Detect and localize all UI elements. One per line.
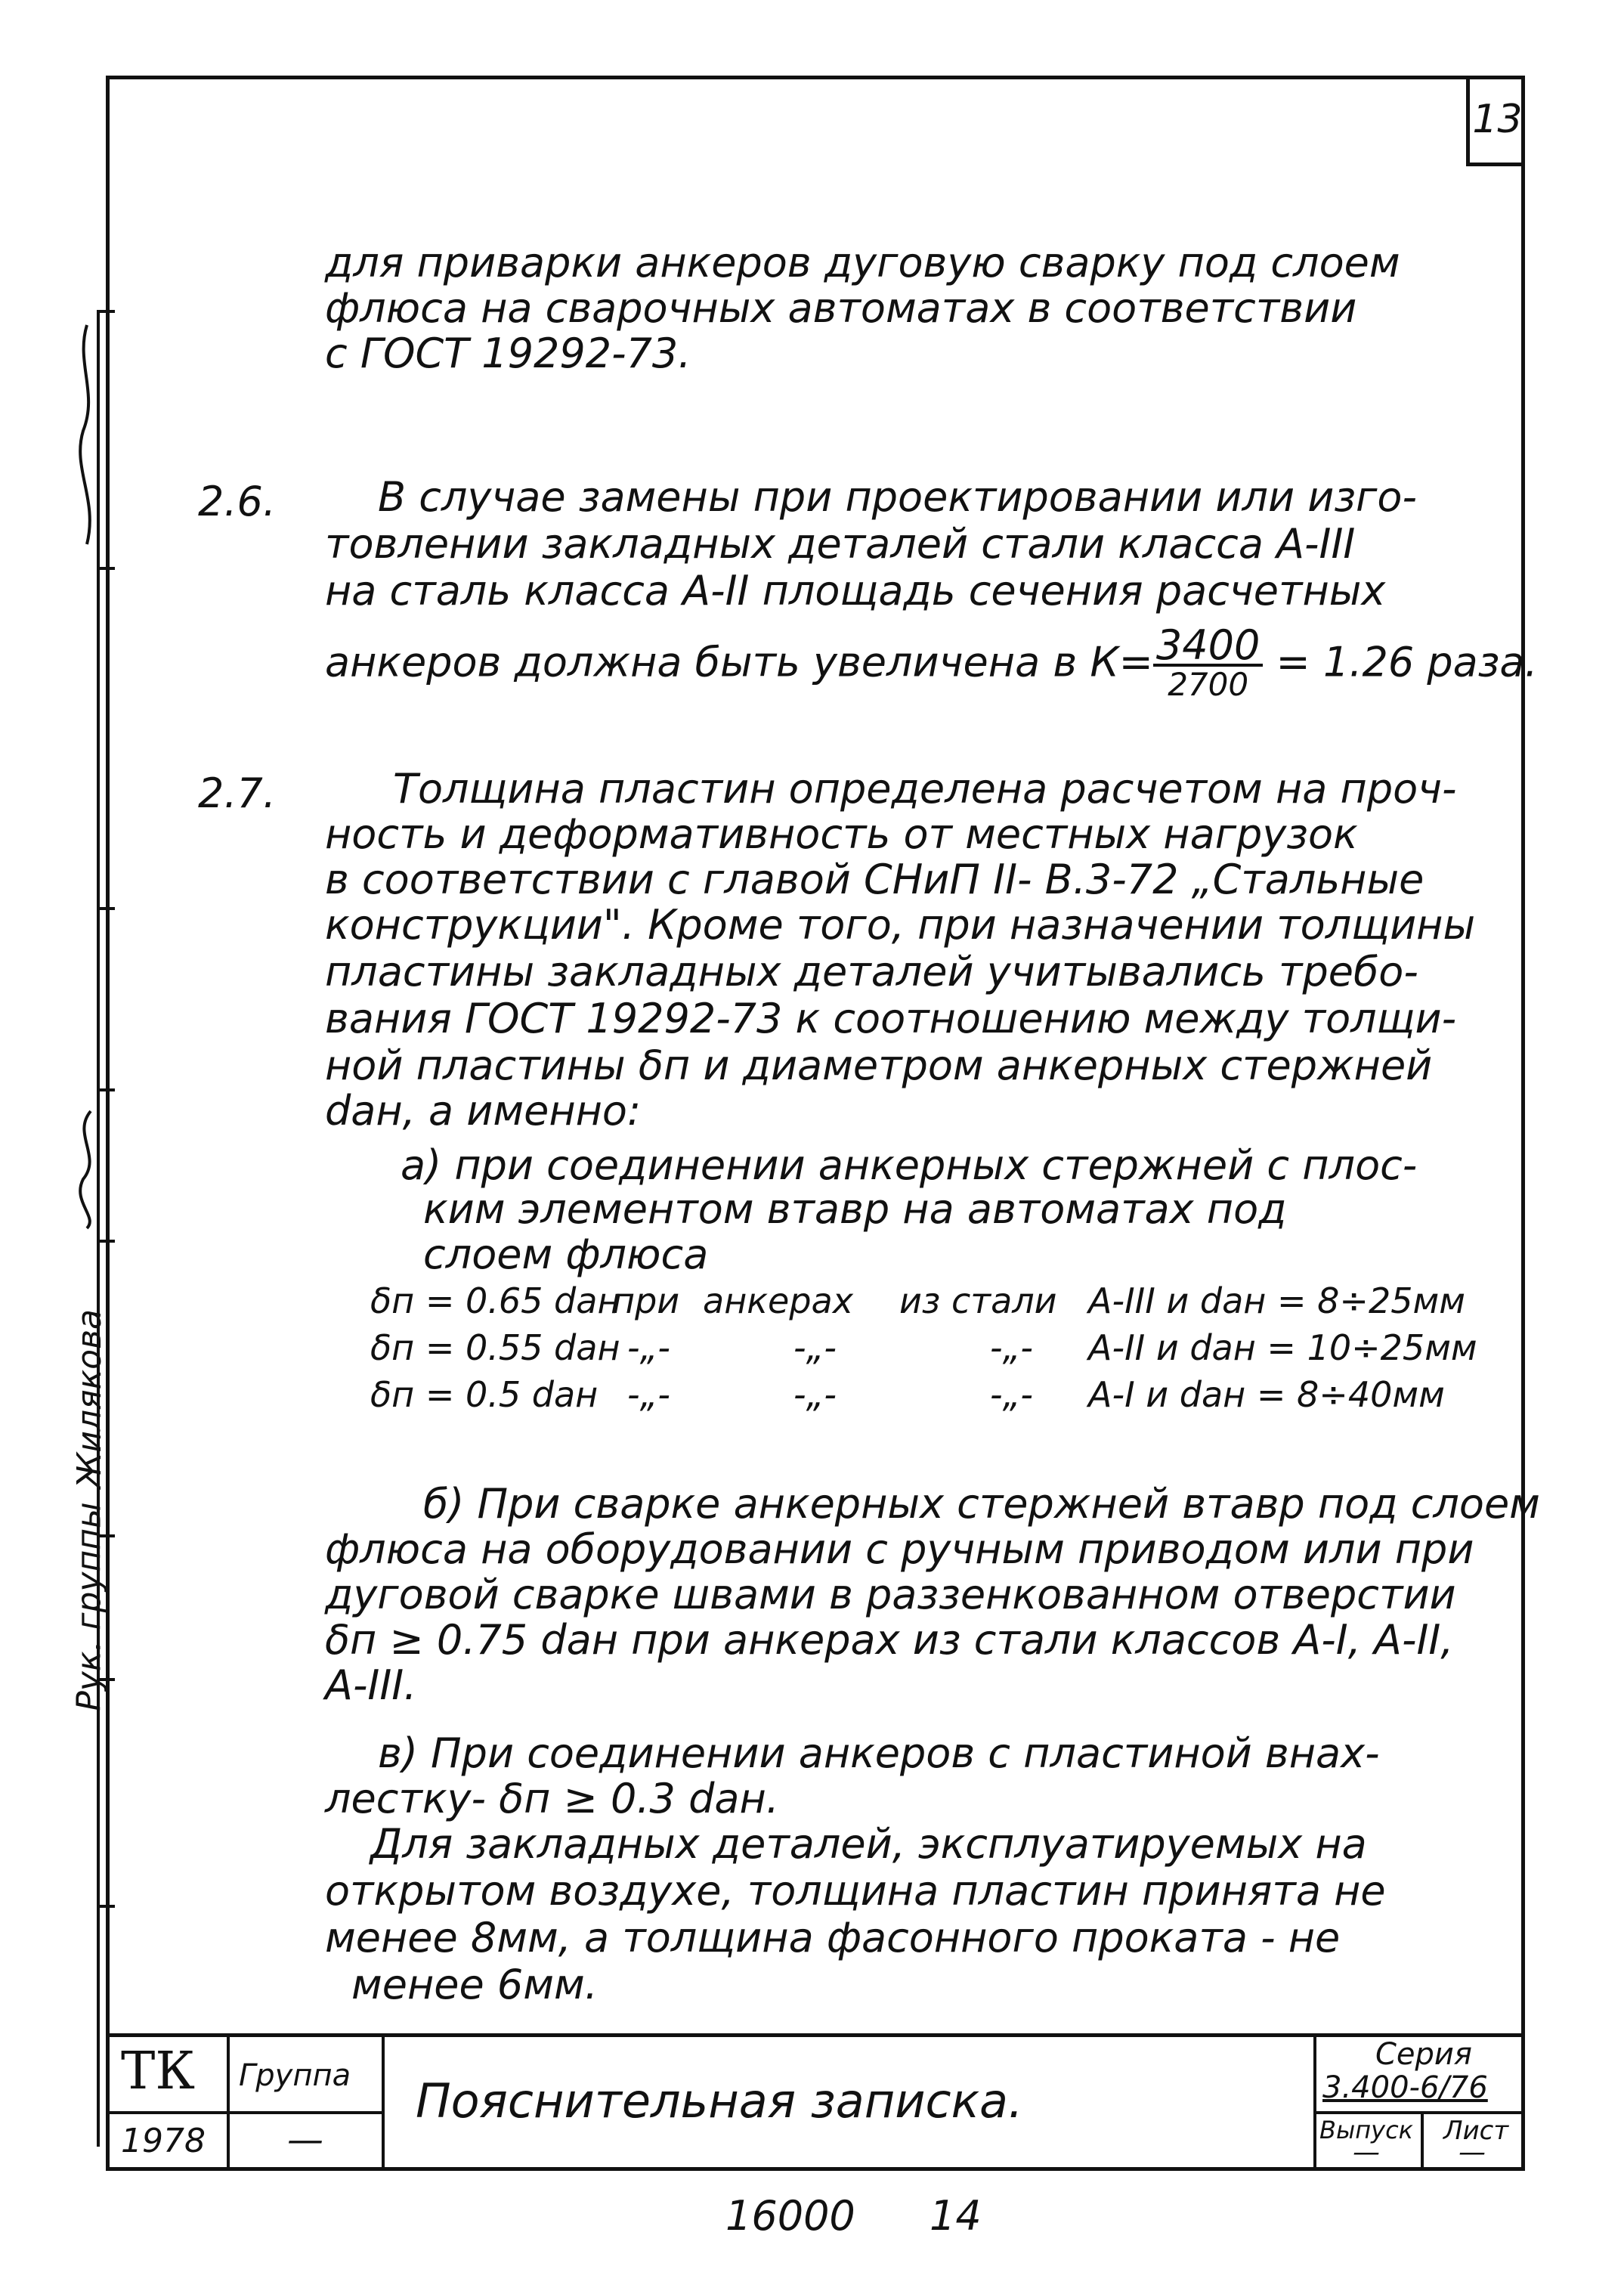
section-number: 2.7. <box>198 769 277 817</box>
series-label: Серия <box>1375 2037 1472 2072</box>
title-block-divider <box>382 2037 385 2171</box>
group-value: — <box>287 2119 323 2161</box>
title-block-divider <box>1313 2111 1521 2114</box>
footer-sheet-number: 14 <box>930 2192 982 2240</box>
item-b-line: флюса на оборудовании с ручным приводом или при <box>325 1525 1474 1573</box>
title-block-divider <box>227 2037 230 2171</box>
section-2-7-line: пластины закладных деталей учитывались требо- <box>325 948 1418 995</box>
section-2-6-line: В случае замены при проектировании или изго- <box>378 473 1417 521</box>
section-2-6-line: на сталь класса А-II площадь сечения расчетных <box>325 567 1386 615</box>
signature-mark <box>68 317 106 559</box>
intro-line: с ГОСТ 19292-73. <box>325 330 691 377</box>
formula-result: = 1.26 раза. <box>1276 638 1538 686</box>
ratio-cell: -„- <box>990 1327 1034 1368</box>
section-2-7-line: dан, а именно: <box>325 1087 642 1135</box>
item-b-line: дуговой сварке швами в раззенкованном отверстии <box>325 1571 1456 1618</box>
ratio-row <box>370 1277 1519 1324</box>
section-2-7-line: ной пластины δп и диаметром анкерных стержней <box>325 1042 1433 1089</box>
ratio-row <box>370 1371 1519 1418</box>
item-b-line: А-III. <box>325 1661 417 1709</box>
intro-line: флюса на сварочных автоматах в соответствии <box>325 284 1357 332</box>
ratio-cell: -„- <box>793 1327 837 1368</box>
ratio-cell: δп = 0.55 dан <box>370 1327 620 1368</box>
item-b-line: δп ≥ 0.75 dан при анкерах из стали классов А-I, А-II, <box>325 1616 1454 1664</box>
ratio-cell: А-I и dан = 8÷40мм <box>1088 1374 1445 1415</box>
year: 1978 <box>121 2122 206 2160</box>
final-line: менее 8мм, а толщина фасонного проката - не <box>325 1914 1341 1961</box>
item-a-line: ким элементом втавр на автоматах под <box>423 1185 1287 1233</box>
title-block-divider <box>1421 2111 1424 2171</box>
item-a-line: а) при соединении анкерных стержней с плос- <box>401 1141 1418 1189</box>
ratio-cell: δп = 0.65 dан <box>370 1280 620 1321</box>
side-stamp-divider <box>97 310 115 313</box>
ratio-cell: -„- <box>793 1374 837 1415</box>
ratio-row <box>370 1324 1519 1371</box>
side-group-head-label: Рук. группы <box>70 1501 109 1711</box>
issue-label: Выпуск <box>1319 2116 1413 2144</box>
ratio-cell: -„- <box>990 1374 1034 1415</box>
item-v-line: в) При соединении анкеров с пластиной внах- <box>378 1729 1380 1777</box>
final-line: открытом воздухе, толщина пластин принята не <box>325 1867 1386 1915</box>
ratio-cell: δп = 0.5 dан <box>370 1374 599 1415</box>
title-block-divider <box>106 2111 382 2114</box>
ratio-cell: А-II и dан = 10÷25мм <box>1088 1327 1477 1368</box>
section-2-7-line: Толщина пластин определена расчетом на проч- <box>393 765 1457 813</box>
formula-denominator: 2700 <box>1168 666 1249 703</box>
final-line: Для закладных деталей, эксплуатируемых на <box>370 1820 1367 1868</box>
title-block <box>106 2033 1525 2171</box>
sheet-value: — <box>1459 2137 1486 2168</box>
final-line: менее 6мм. <box>351 1961 598 2008</box>
ratio-cell: из стали <box>899 1280 1057 1321</box>
side-stamp-divider <box>97 567 115 570</box>
section-2-7-line: ность и деформативность от местных нагрузок <box>325 810 1358 858</box>
section-2-6-line: товлении закладных деталей стали класса А-III <box>325 520 1356 568</box>
ratio-cell: -„- <box>627 1374 671 1415</box>
ratio-cell: при <box>612 1280 680 1321</box>
section-2-7-line: в соответствии с главой СНиП II- В.3-72 „Стальные <box>325 856 1424 903</box>
ratio-cell: анкерах <box>703 1280 853 1321</box>
ratio-table <box>370 1277 1519 1418</box>
intro-line: для приварки анкеров дуговую сварку под слоем <box>325 239 1400 286</box>
side-name-label: Жилякова <box>70 1308 109 1488</box>
title-block-divider <box>1313 2037 1316 2171</box>
document-title: Пояснительная записка. <box>416 2073 1023 2129</box>
footer-code: 16000 <box>725 2192 855 2240</box>
section-2-6-line: анкеров должна быть увеличена в К= $\frac{3400}{2700}$ = 1.26 раза. <box>325 621 1538 703</box>
section-number: 2.6. <box>198 478 277 525</box>
section-2-7-line: вания ГОСТ 19292-73 к соотношению между толщи- <box>325 995 1457 1042</box>
sheet-label: Лист <box>1443 2116 1509 2146</box>
series-value: 3.400-6/76 <box>1322 2070 1488 2105</box>
item-b-line: б) При сварке анкерных стержней втавр под слоем <box>423 1480 1540 1528</box>
issue-value: — <box>1353 2137 1380 2168</box>
page-number: 13 <box>1466 76 1525 166</box>
org-code: ТК <box>121 2042 195 2101</box>
formula-numerator: 3400 <box>1153 627 1263 667</box>
formula-fraction <box>1153 621 1263 703</box>
signature-mark <box>68 1104 106 1232</box>
side-stamp-divider <box>97 907 115 910</box>
ratio-cell: А-III и dан = 8÷25мм <box>1088 1280 1465 1321</box>
side-stamp-divider <box>97 1905 115 1908</box>
ratio-cell: -„- <box>627 1327 671 1368</box>
side-stamp-divider <box>97 1240 115 1243</box>
group-label: Группа <box>239 2058 351 2093</box>
formula-k: К= <box>1090 638 1153 686</box>
section-2-7-line: конструкции". Кроме того, при назначении толщины <box>325 901 1476 949</box>
item-v-line: лестку- δп ≥ 0.3 dан. <box>325 1775 779 1822</box>
item-a-line: слоем флюса <box>423 1231 709 1278</box>
side-stamp-divider <box>97 1088 115 1091</box>
